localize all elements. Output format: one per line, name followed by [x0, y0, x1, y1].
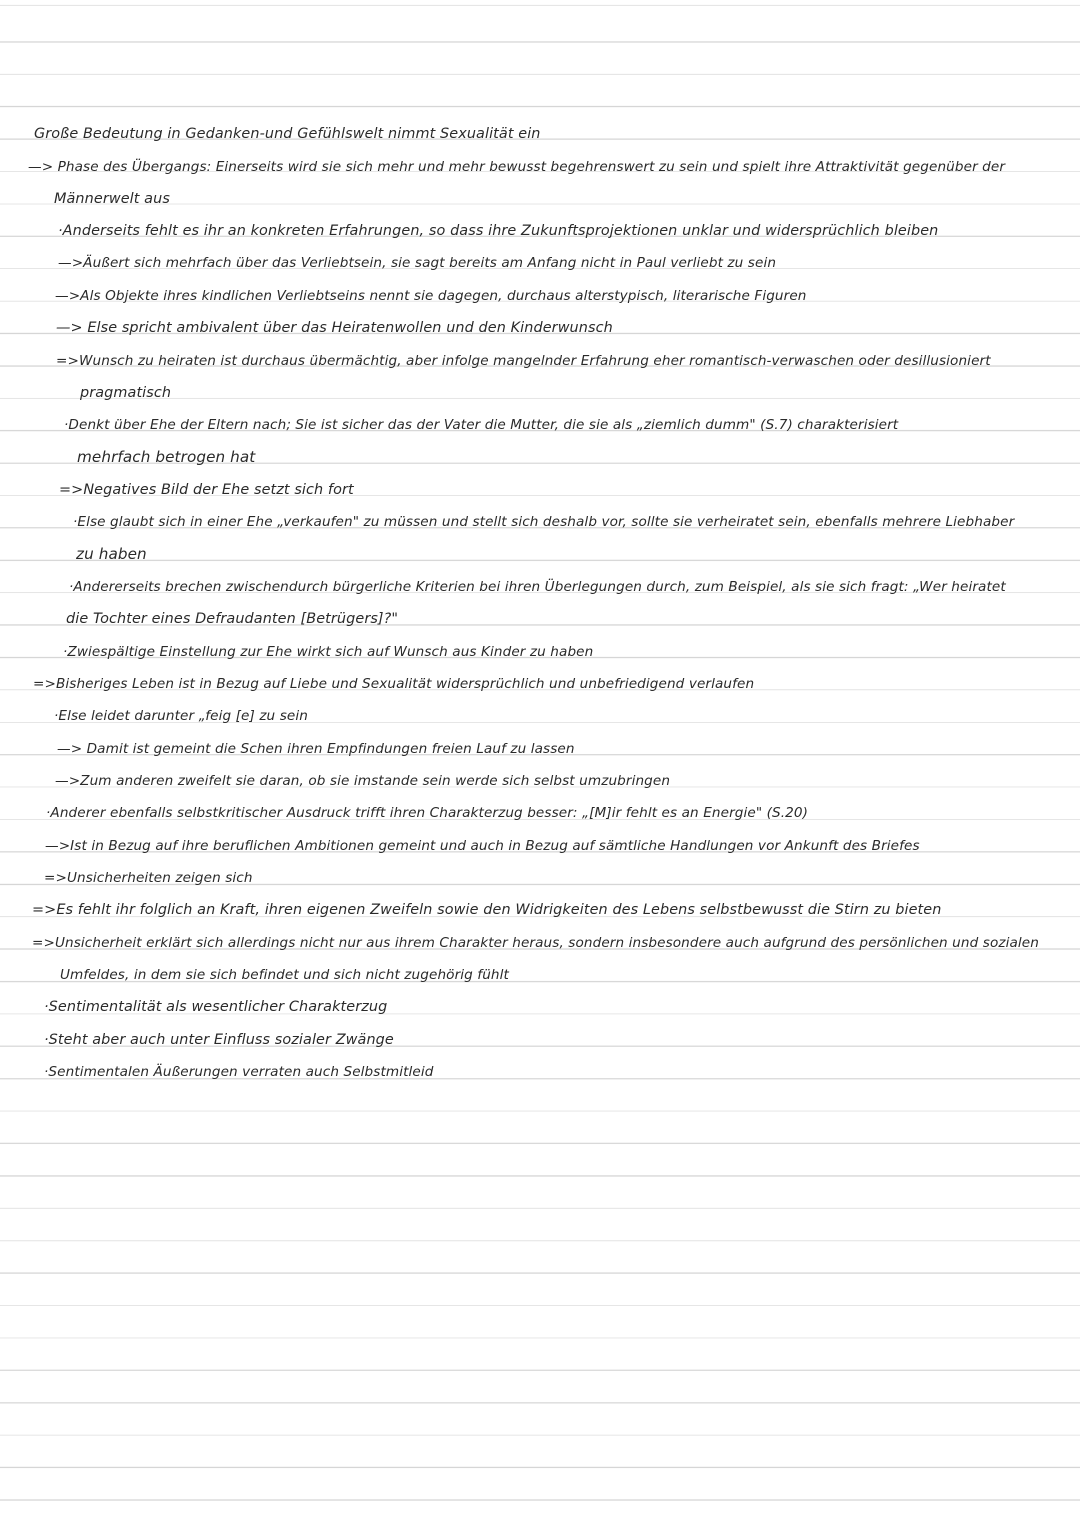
note-line-15: ·Andererseits brechen zwischendurch bürgerliche Kriterien bei ihren Überlegungen durch, zum Beispiel, als sie sich fragt: „Wer heiratet: [69, 579, 1006, 595]
note-line-7: —> Else spricht ambivalent über das Heiratenwollen und den Kinderwunsch: [56, 320, 613, 336]
note-line-6: —>Als Objekte ihres kindlichen Verliebtseins nennt sie dagegen, durchaus alterstypisch, literarische Figuren: [55, 288, 807, 304]
note-line-11: mehrfach betrogen hat: [77, 448, 256, 466]
note-line-9: pragmatisch: [80, 385, 172, 401]
note-line-2: —> Phase des Übergangs: Einerseits wird sie sich mehr und mehr bewusst begehrenswert zu sein und spielt ihre Attraktivität gegenüber der: [28, 159, 1006, 175]
note-line-1: Große Bedeutung in Gedanken-und Gefühlswelt nimmt Sexualität ein: [34, 126, 541, 142]
note-line-8: =>Wunsch zu heiraten ist durchaus übermächtig, aber infolge mangelnder Erfahrung eher romantisch-verwaschen oder desillusioniert: [56, 353, 991, 369]
note-line-19: ·Else leidet darunter „feig [e] zu sein: [54, 708, 308, 724]
note-line-17: ·Zwiespältige Einstellung zur Ehe wirkt sich auf Wunsch aus Kinder zu haben: [63, 644, 594, 660]
note-line-28: ·Sentimentalität als wesentlicher Charakterzug: [44, 999, 388, 1015]
note-line-13: ·Else glaubt sich in einer Ehe „verkaufen" zu müssen und stellt sich deshalb vor, sollte sie verheiratet sein, ebenfalls mehrere Liebhaber: [73, 514, 1015, 530]
note-line-26: =>Unsicherheit erklärt sich allerdings nicht nur aus ihrem Charakter heraus, sondern insbesondere auch aufgrund des persönlichen und sozialen: [32, 935, 1039, 951]
note-line-3: Männerwelt aus: [54, 191, 170, 207]
note-line-18: =>Bisheriges Leben ist in Bezug auf Liebe und Sexualität widersprüchlich und unbefriedigend verlaufen: [33, 676, 755, 692]
note-line-14: zu haben: [76, 545, 147, 563]
note-line-21: —>Zum anderen zweifelt sie daran, ob sie imstande sein werde sich selbst umzubringen: [55, 773, 671, 789]
note-line-12: =>Negatives Bild der Ehe setzt sich fort: [59, 482, 354, 498]
note-line-30: ·Sentimentalen Äußerungen verraten auch Selbstmitleid: [44, 1064, 434, 1080]
note-line-27: Umfeldes, in dem sie sich befindet und sich nicht zugehörig fühlt: [60, 967, 509, 983]
note-line-29: ·Steht aber auch unter Einfluss sozialer Zwänge: [44, 1032, 394, 1048]
note-line-23: —>Ist in Bezug auf ihre beruflichen Ambitionen gemeint und auch in Bezug auf sämtliche Handlungen vor Ankunft des Briefes: [45, 838, 920, 854]
note-line-22: ·Anderer ebenfalls selbstkritischer Ausdruck trifft ihren Charakterzug besser: „[M]ir fehlt es an Energie" (S.20): [46, 805, 809, 821]
note-line-4: ·Anderseits fehlt es ihr an konkreten Erfahrungen, so dass ihre Zukunftsprojektionen unklar und widersprüchlich bleiben: [58, 223, 939, 239]
note-line-10: ·Denkt über Ehe der Eltern nach; Sie ist sicher das der Vater die Mutter, die sie als „ziemlich dumm" (S.7) charakterisiert: [64, 417, 899, 433]
note-line-20: —> Damit ist gemeint die Schen ihren Empfindungen freien Lauf zu lassen: [57, 741, 575, 757]
note-line-25: =>Es fehlt ihr folglich an Kraft, ihren eigenen Zweifeln sowie den Widrigkeiten des Lebens selbstbewusst die Stirn zu bieten: [32, 902, 942, 918]
note-line-5: —>Äußert sich mehrfach über das Verliebtsein, sie sagt bereits am Anfang nicht in Paul verliebt zu sein: [58, 255, 777, 271]
note-line-16: die Tochter eines Defraudanten [Betrügers]?": [66, 611, 399, 627]
note-line-24: =>Unsicherheiten zeigen sich: [44, 870, 253, 886]
